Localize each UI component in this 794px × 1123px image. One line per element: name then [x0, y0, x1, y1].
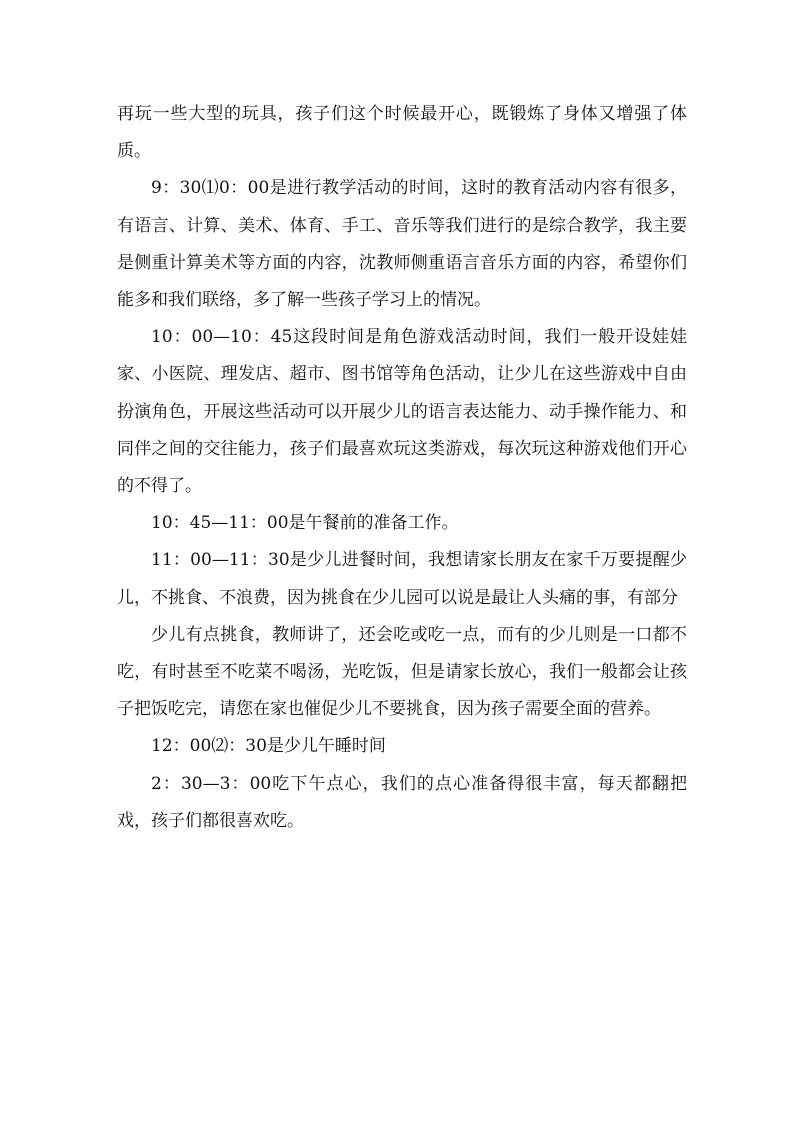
paragraph-nap-time: 12：00⑵：30是少儿午睡时间 [151, 736, 386, 757]
document-body [117, 96, 687, 840]
paragraph-snack-time: 2：30—3：00吃下午点心，我们的点心准备得很丰富，每天都翻把戏，孩子们都很喜欢吃。 [117, 773, 687, 831]
paragraph-teaching-activity: 9：30⑴0：00是进行教学活动的时间，这时的教育活动内容有很多，有语言、计算、美术、体育、手工、音乐等我们进行的是综合教学，我主要是侧重计算美术等方面的内容，沈教师侧重语言音乐方面的内容，希望你们能多和我们联络，多了解一些孩子学习上的情况。 [117, 178, 687, 311]
paragraph-play-continuation: 再玩一些大型的玩具，孩子们这个时候最开心，既锻炼了身体又增强了体质。 [117, 104, 687, 162]
paragraph-picky-eating: 少儿有点挑食，教师讲了，还会吃或吃一点，而有的少儿则是一口都不吃，有时甚至不吃菜不喝汤，光吃饭，但是请家长放心，我们一般都会让孩子把饭吃完，请您在家也催促少儿不要挑食，因为孩子需要全面的营养。 [117, 624, 687, 720]
paragraph-meal-time: 11：00—11：30是少儿进餐时间，我想请家长朋友在家千万要提醒少儿，不挑食、不浪费，因为挑食在少儿园可以说是最让人头痛的事，有部分 [117, 550, 687, 608]
paragraph-lunch-prep: 10：45—11：00是午餐前的准备工作。 [151, 513, 459, 534]
paragraph-role-play: 10：00—10：45这段时间是角色游戏活动时间，我们一般开设娃娃家、小医院、理发店、超市、图书馆等角色活动，让少儿在这些游戏中自由扮演角色，开展这些活动可以开展少儿的语言表达能力、动手操作能力、和同伴之间的交往能力，孩子们最喜欢玩这类游戏，每次玩这种游戏他们开心的不得了。 [117, 327, 687, 497]
